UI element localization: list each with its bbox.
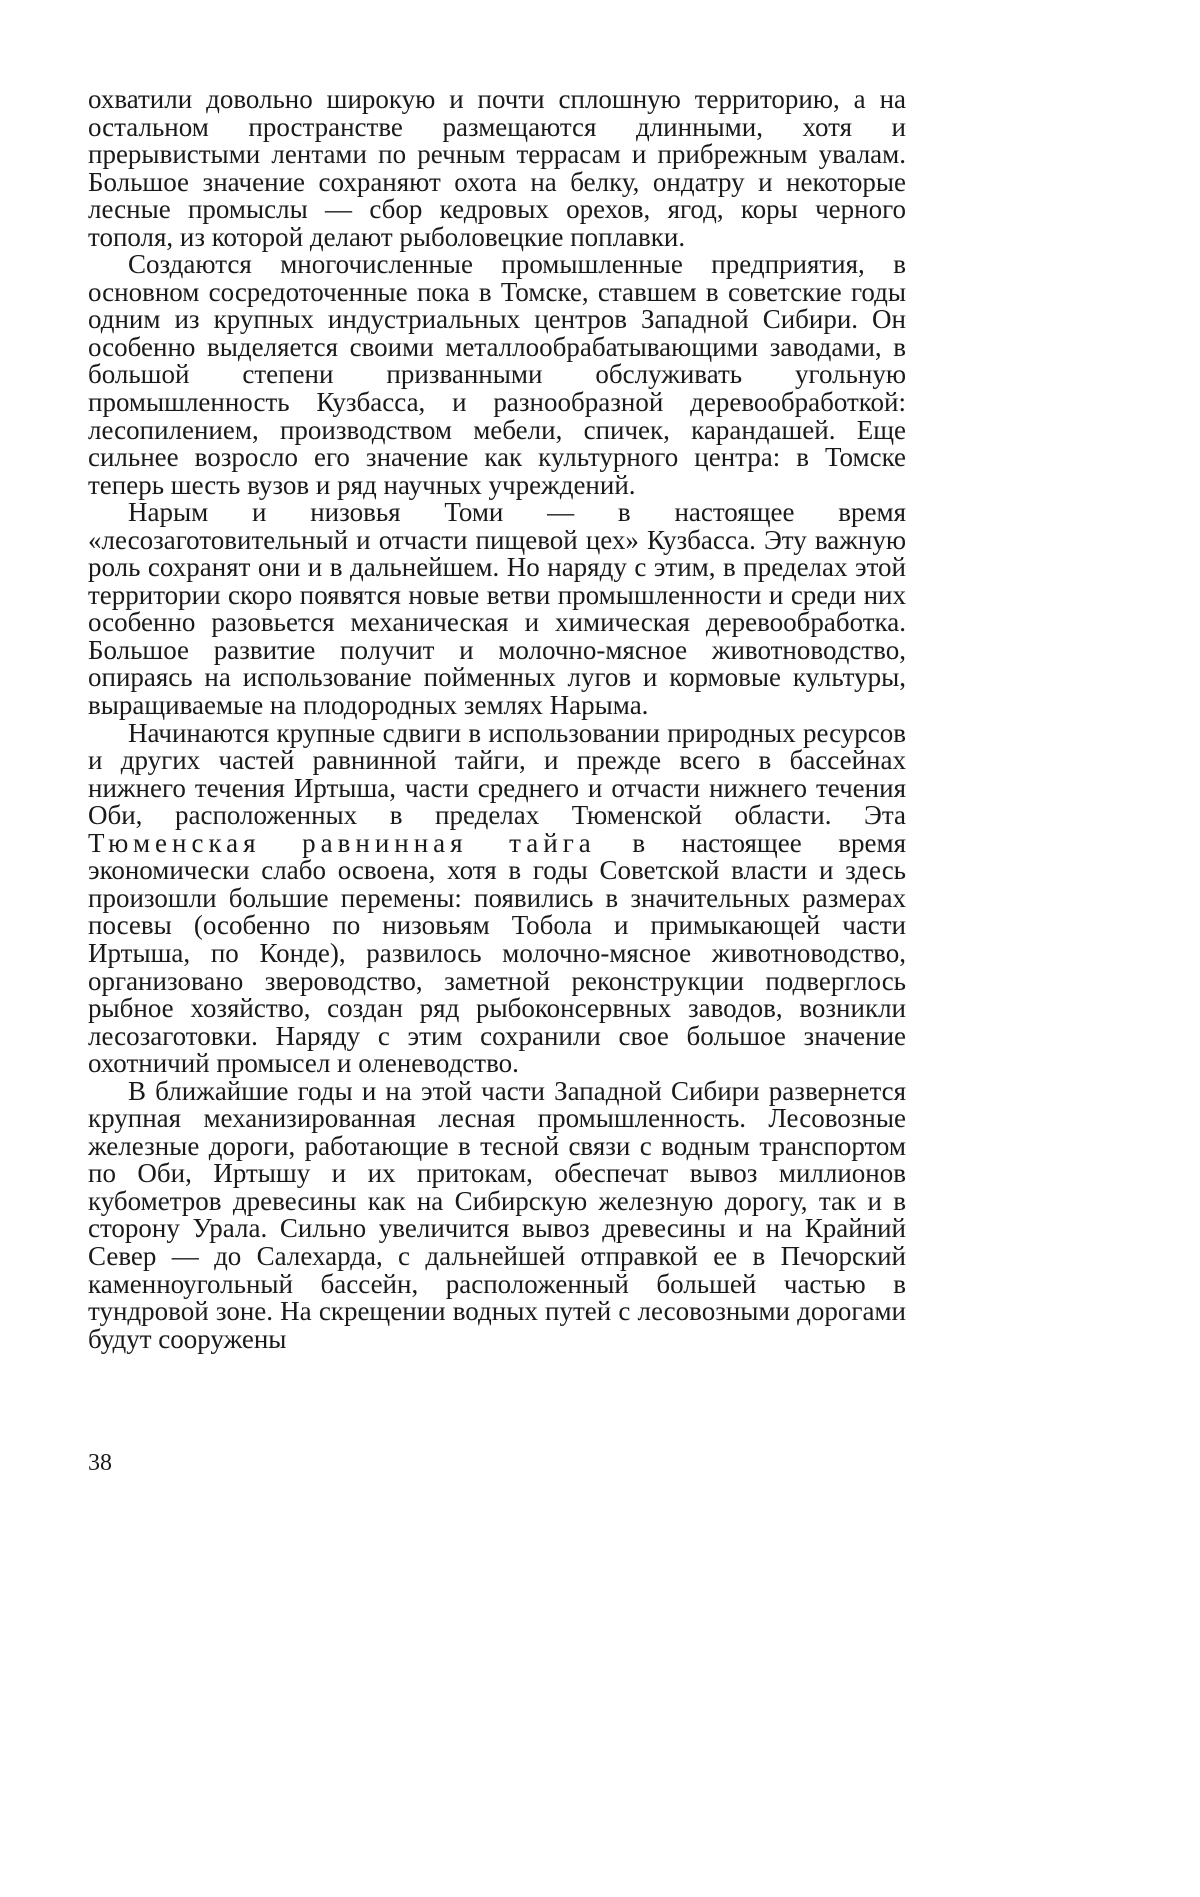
paragraph-5: В ближайшие годы и на этой части Западной Сибири развернется крупная механизированная лесная промышленность. Лесовозные железные дороги, работающие в тесной связи с водным транспортом по Оби, Иртышу и их притокам, обеспечат вывоз миллионов кубометров древесины как на Сибирскую железную дорогу, так и в сторону Урала. Сильно увеличится вывоз древесины и на Крайний Север — до Салехарда, с дальнейшей отправкой ее в Печорский каменноугольный бассейн, расположенный большей частью в тундровой зоне. На скрещении водных путей с лесовозными дорогами будут сооружены (88, 1075, 906, 1354)
paragraph-4 (88, 717, 906, 1079)
page-number: 38 (88, 1450, 112, 1476)
body-text (88, 86, 906, 1353)
paragraph-1: охватили довольно широкую и почти сплошную территорию, а на остальном пространстве размещаются длинными, хотя и прерывистыми лентами по речным террасам и прибрежным увалам. Большое значение сохраняют охота на белку, ондатру и некоторые лесные промыслы — сбор кедровых орехов, ягод, коры черного тополя, из которой делают рыболовецкие поплавки. (88, 84, 906, 252)
paragraph-2: Создаются многочисленные промышленные предприятия, в основном сосредоточенные пока в Томске, ставшем в советские годы одним из крупных индустриальных центров Западной Сибири. Он особенно выделяется своими металлообрабатывающими заводами, в большой степени призванными обслуживать угольную промышленность Кузбасса, и разнообразной деревообработкой: лесопилением, производством мебели, спичек, карандашей. Еще сильнее возросло его значение как культурного центра: в Томске теперь шесть вузов и ряд научных учреждений. (88, 249, 906, 500)
paragraph-3: Нарым и низовья Томи — в настоящее время «лесозаготовительный и отчасти пищевой цех» Кузбасса. Эту важную роль сохранят они и в дальнейшем. Но наряду с этим, в пределах этой территории скоро появятся новые ветви промышленности и среди них особенно разовьется механическая и химическая деревообработка. Большое развитие получит и молочно-мясное животноводство, опираясь на использование пойменных лугов и кормовые культуры, выращиваемые на плодородных землях Нарыма. (88, 497, 906, 721)
paragraph-4-text-start: Начинаются крупные сдвиги в использовании природных ресурсов и других частей равнинной тайги, и прежде всего в бассейнах нижнего течения Иртыша, части среднего и отчасти нижнего течения Оби, расположенных в пределах Тюменской области. Эта (88, 717, 906, 831)
spaced-emphasis: Тюменская равнинная тайга (88, 827, 596, 858)
paragraph-4-text-end: в настоящее время экономически слабо освоена, хотя в годы Советской власти и здесь произошли большие перемены: появились в значительных размерах посевы (особенно по низовьям Тобола и примыкающей части Иртыша, по Конде), развилось молочно-мясное животноводство, организовано звероводство, заметной реконструкции подверглось рыбное хозяйство, создан ряд рыбоконсервных заводов, возникли лесозаготовки. Наряду с этим сохранили свое большое значение охотничий промысел и оленеводство. (88, 827, 906, 1079)
